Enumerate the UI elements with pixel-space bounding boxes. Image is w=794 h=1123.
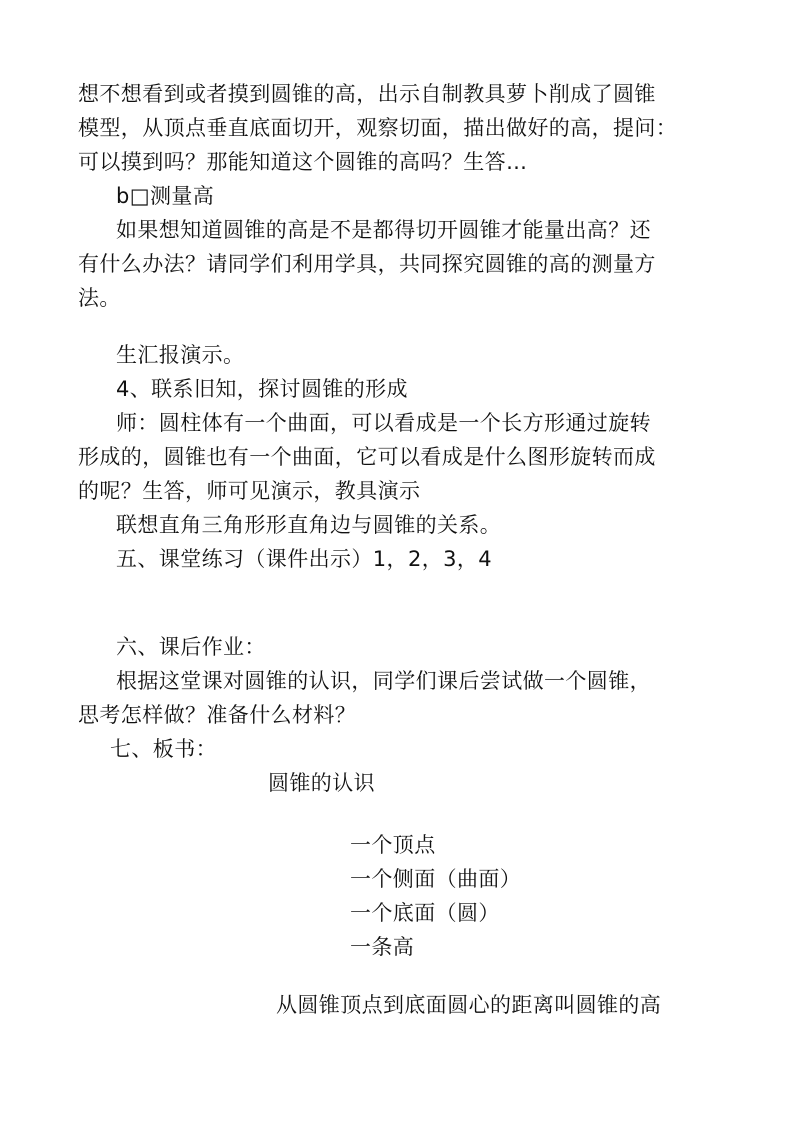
section-heading-7: 七、板书： [110, 737, 217, 761]
section-heading-6: 六、课后作业： [116, 635, 266, 659]
paragraph-line: 联想直角三角形形直角边与圆锥的关系。 [116, 513, 502, 537]
board-title: 圆锥的认识 [268, 771, 375, 795]
board-item: 一个顶点 [350, 833, 436, 857]
subheading-measure-height: b□测量高 [116, 184, 215, 208]
board-item: 一个底面（圆） [350, 901, 500, 925]
paragraph-line: 法。 [78, 286, 121, 310]
section-heading-5: 五、课堂练习（课件出示）1，2，3，4 [116, 547, 493, 571]
paragraph-line: 想不想看到或者摸到圆锥的高，出示自制教具萝卜削成了圆锥 [78, 82, 656, 106]
paragraph-line: 可以摸到吗？那能知道这个圆锥的高吗？生答… [78, 150, 528, 174]
paragraph-line: 有什么办法？请同学们利用学具，共同探究圆锥的高的测量方 [78, 252, 656, 276]
section-heading-4: 4、联系旧知，探讨圆锥的形成 [116, 377, 408, 401]
paragraph-line: 的呢？生答，师可见演示，教具演示 [78, 479, 421, 503]
paragraph-line: 思考怎样做？准备什么材料？ [78, 703, 357, 727]
paragraph-line: 根据这堂课对圆锥的认识，同学们课后尝试做一个圆锥， [116, 669, 651, 693]
board-definition: 从圆锥顶点到底面圆心的距离叫圆锥的高 [276, 993, 662, 1017]
paragraph-line: 师：圆柱体有一个曲面，可以看成是一个长方形通过旋转 [116, 411, 651, 435]
paragraph-line: 模型，从顶点垂直底面切开，观察切面，描出做好的高，提问： [78, 116, 678, 140]
paragraph-line: 如果想知道圆锥的高是不是都得切开圆锥才能量出高？还 [116, 218, 651, 242]
paragraph-line: 形成的，圆锥也有一个曲面，它可以看成是什么图形旋转而成 [78, 445, 656, 469]
board-item: 一个侧面（曲面） [350, 867, 522, 891]
paragraph-line: 生汇报演示。 [116, 343, 245, 367]
board-item: 一条高 [350, 935, 415, 959]
